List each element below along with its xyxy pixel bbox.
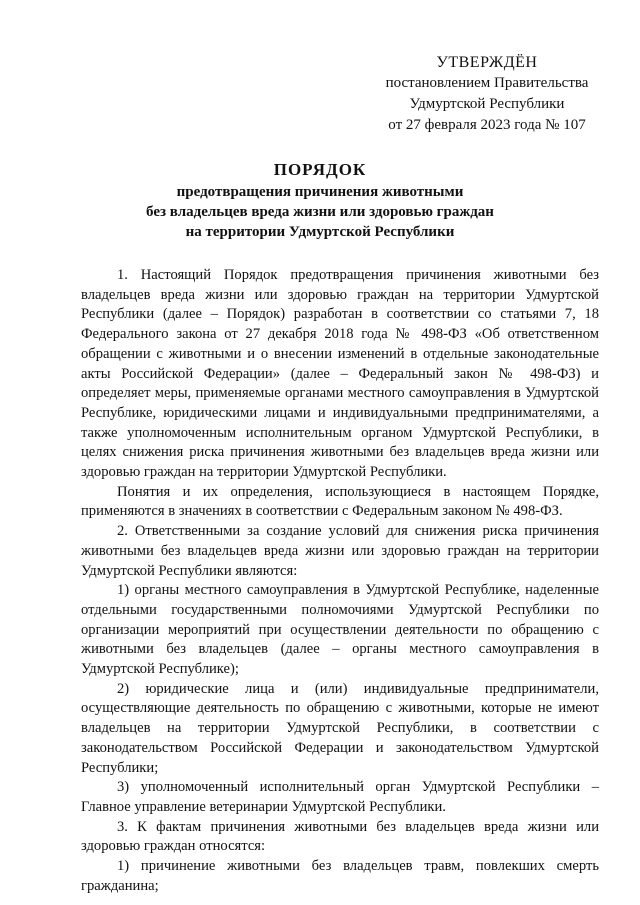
paragraph-6: 3) уполномоченный исполнительный орган Удмуртской Республики – Главное управление ветеринарии Удмуртской Республики. [81, 779, 599, 815]
paragraph-8: 1) причинение животными без владельцев травм, повлекших смерть гражданина; [81, 858, 599, 894]
approval-line-2: Удмуртской Республики [409, 96, 565, 112]
document-body [81, 266, 599, 897]
document-title: ПОРЯДОК [273, 160, 367, 179]
paragraph-3: 2. Ответственными за создание условий для снижения риска причинения животными без владельцев вреда жизни или здоровью граждан на территории Удмуртской Республики являются: [81, 523, 599, 579]
paragraph-2: Понятия и их определения, использующиеся в настоящем Порядке, применяются в значениях в соответствии с Федеральным законом № 498-ФЗ. [81, 483, 599, 520]
approval-block [372, 52, 602, 136]
document-subtitle-line-3: на территории Удмуртской Республики [185, 224, 455, 240]
document-subtitle-line-1: предотвращения причинения животными [176, 184, 464, 200]
paragraph-5: 2) юридические лица и (или) индивидуальные предприниматели, осуществляющие деятельность по обращению с животными, которые не имеют владельцев на территории Удмуртской Республики, в соответствии с законодательством Российской Федерации и законодательством Удмуртской Республики; [81, 680, 599, 776]
paragraph-7: 3. К фактам причинения животными без владельцев вреда жизни или здоровью граждан относятся: [81, 818, 599, 855]
approval-stamp: УТВЕРЖДЁН [436, 54, 538, 71]
document-heading [60, 160, 580, 242]
paragraph-4: 1) органы местного самоуправления в Удмуртской Республике, наделенные отдельными государственными полномочиями Удмуртской Республики по организации мероприятий при осуществлении деятельности по обращению с животными без владельцев (далее – органы местного самоуправления в Удмуртской Республике); [81, 582, 599, 678]
paragraph-1: 1. Настоящий Порядок предотвращения причинения животными без владельцев вреда жизни или здоровью граждан на территории Удмуртской Республики (далее – Порядок) разработан в соответствии со статьями 7, 18 Федерального закона от 27 декабря 2018 года № 498-ФЗ «Об ответственном обращении с животными и о внесении изменений в отдельные законодательные акты Российской Федерации» (далее – Федеральный закон № 498-ФЗ) и определяет меры, применяемые органами местного самоуправления в Удмуртской Республике, юридическими лицами и индивидуальными предпринимателями, а также уполномоченным исполнительным органом Удмуртской Республики, в целях снижения риска причинения животными без владельцев вреда жизни или здоровью граждан на территории Удмуртской Республики. [81, 267, 599, 481]
approval-line-1: постановлением Правительства [385, 75, 589, 91]
document-subtitle-line-2: без владельцев вреда жизни или здоровью граждан [146, 204, 494, 220]
approval-line-3: от 27 февраля 2023 года № 107 [388, 117, 586, 133]
